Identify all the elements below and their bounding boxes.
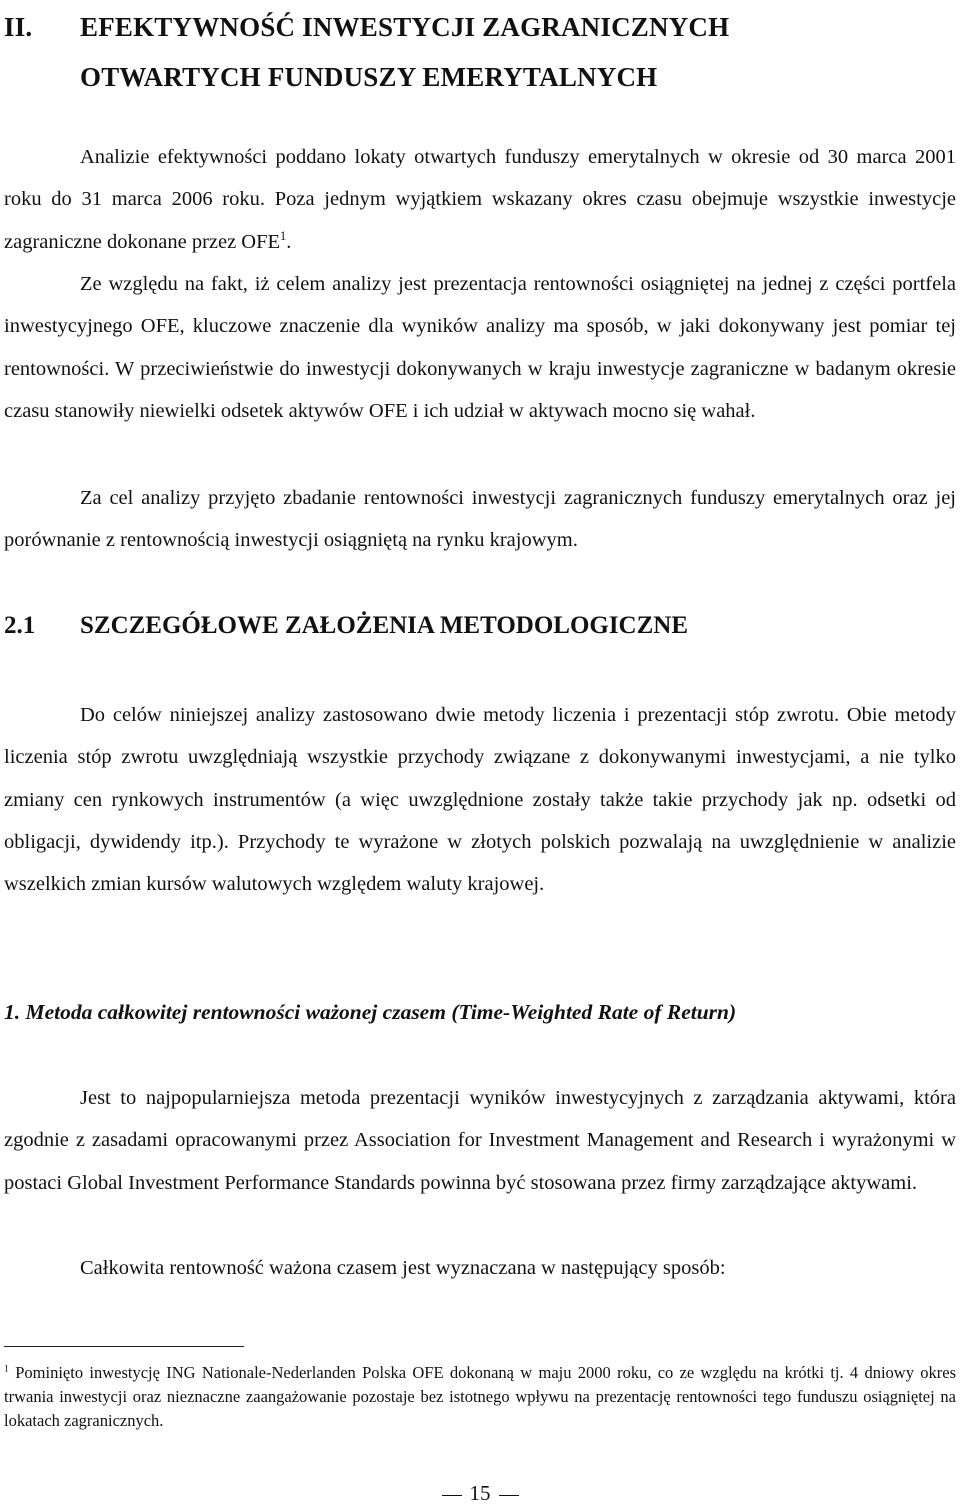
chapter-number: II. xyxy=(4,12,33,42)
section-paragraph-1 xyxy=(4,694,956,905)
method-paragraph-2 xyxy=(4,1247,956,1289)
footnote xyxy=(4,1361,956,1433)
chapter-heading xyxy=(4,2,954,102)
method-p1-text: Jest to najpopularniejsza metoda prezentacji wyników inwestycyjnych z zarządzania aktywami, która zgodnie z zasadami opracowanymi przez Association for Investment Management and Research i wyrażonymi w postaci Global Investment Performance Standards powinna być stosowana przez firmy zarządzające aktywami. xyxy=(4,1087,956,1194)
footnote-ref: 1 xyxy=(280,228,287,243)
page-number-dash-left xyxy=(442,1495,462,1496)
chapter-title-line2: OTWARTYCH FUNDUSZY EMERYTALNYCH xyxy=(80,62,658,92)
page-number-dash-right xyxy=(499,1495,519,1496)
section-number: 2.1 xyxy=(4,612,36,639)
section-heading xyxy=(4,606,954,646)
footnote-marker: 1 xyxy=(4,1363,9,1375)
footnote-text: Pominięto inwestycję ING Nationale-Nederlanden Polska OFE dokonaną w maju 2000 roku, co ze względu na krótki tj. 4 dniowy okres trwania inwestycji oraz nieznaczne zaangażowanie pozostaje bez istotnego wpływu na prezentację rentowności tego funduszu osiągniętej na lokatach zagranicznych. xyxy=(4,1363,956,1430)
intro-p3-text: Za cel analizy przyjęto zbadanie rentowności inwestycji zagranicznych funduszy emerytalnych oraz jej porównanie z rentownością inwestycji osiągniętą na rynku krajowym. xyxy=(4,487,956,552)
page-number-value: 15 xyxy=(469,1481,491,1505)
intro-paragraph-3 xyxy=(4,477,956,562)
page-number xyxy=(0,1478,960,1508)
method-heading: 1. Metoda całkowitej rentowności ważonej czasem (Time-Weighted Rate of Return) xyxy=(4,1000,737,1024)
section-title: SZCZEGÓŁOWE ZAŁOŻENIA METODOLOGICZNE xyxy=(80,612,689,639)
footnote-divider xyxy=(4,1346,244,1347)
intro-paragraph-2 xyxy=(4,263,956,432)
chapter-title-line1: EFEKTYWNOŚĆ INWESTYCJI ZAGRANICZNYCH xyxy=(80,12,730,42)
method-p2-text: Całkowita rentowność ważona czasem jest wyznaczana w następujący sposób: xyxy=(80,1257,726,1279)
intro-p2-text: Ze względu na fakt, iż celem analizy jest prezentacja rentowności osiągniętej na jednej z części portfela inwestycyjnego OFE, kluczowe znaczenie dla wyników analizy ma sposób, w jaki dokonywany jest pomiar tej rentowności. W przeciwieństwie do inwestycji dokonywanych w kraju inwestycje zagraniczne w badanym okresie czasu stanowiły niewielki odsetek aktywów OFE i ich udział w aktywach mocno się wahał. xyxy=(4,273,956,422)
intro-paragraph-1: Analizie efektywności poddano lokaty otwartych funduszy emerytalnych w okresie od 30 marca 2001 roku do 31 marca 2006 roku. Poza jednym wyjątkiem wskazany okres czasu obejmuje wszystkie inwestycje zagraniczne dokonane przez OFE$^1$. xyxy=(4,146,956,253)
section-p1-text: Do celów niniejszej analizy zastosowano dwie metody liczenia i prezentacji stóp zwrotu. Obie metody liczenia stóp zwrotu uwzględniają wszystkie przychody związane z dokonywanymi inwestycjami, a nie tylko zmiany cen rynkowych instrumentów (a więc uwzględnione zostały także takie przychody jak np. odsetki od obligacji, dywidendy itp.). Przychody te wyrażone w złotych polskich pozwalają na uwzględnienie w analizie wszelkich zmian kursów walutowych względem waluty krajowej. xyxy=(4,704,956,896)
intro-p1-text: Analizie efektywności poddano lokaty otwartych funduszy emerytalnych w okresie od 30 marca 2001 roku do 31 marca 2006 roku. Poza jednym wyjątkiem wskazany okres czasu obejmuje wszystkie inwestycje zagraniczne dokonane przez OFE xyxy=(4,146,956,253)
method-paragraph-1 xyxy=(4,1077,956,1204)
